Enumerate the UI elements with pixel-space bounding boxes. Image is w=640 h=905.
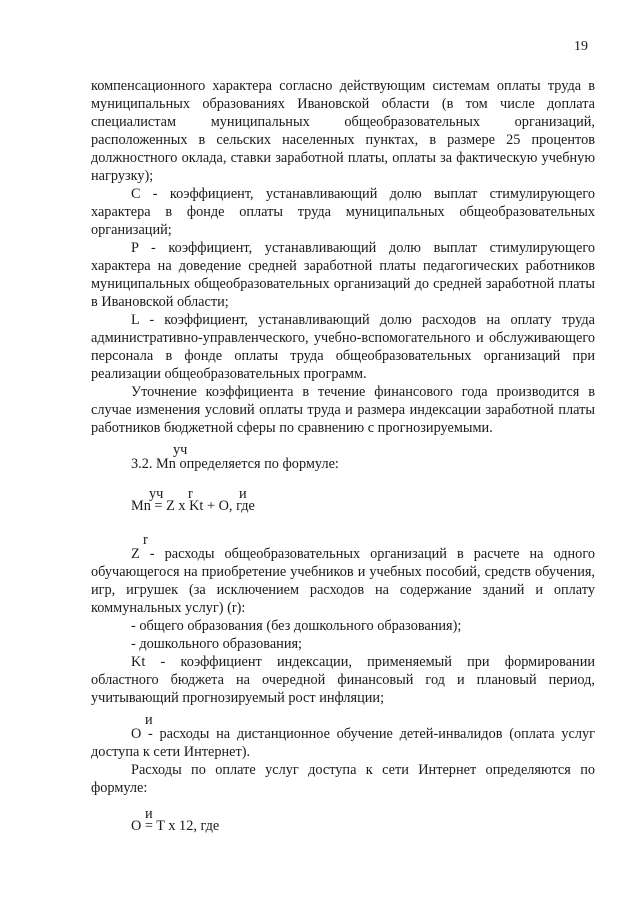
- section-32-heading: [91, 455, 595, 481]
- formula-2-superscript: и: [145, 806, 153, 822]
- z-superscript: r: [143, 532, 148, 548]
- list-item: - дошкольного образования;: [131, 636, 303, 652]
- definition-c: C - коэффициент, устанавливающий долю выплат стимулирующего характера в фонде оплаты труда муниципальных общеобразовательных организаций;: [91, 186, 595, 238]
- definition-p: P - коэффициент, устанавливающий долю выплат стимулирующего характера на доведение средней заработной платы педагогических работников муниципальных общеобразовательных организаций до средней заработной платы в Ивановской области;: [91, 240, 595, 310]
- formula-1: [91, 497, 595, 525]
- formula-1-text: Mn = Z x Kt + O, где: [131, 498, 255, 514]
- section-32-superscript-line: [91, 437, 595, 458]
- formula-1-sup-uch: уч: [149, 486, 164, 502]
- definition-kt: Kt - коэффициент индексации, применяемый при формировании областного бюджета на очередной финансовый год и плановый период, учитывающий прогнозируемый рост инфляции;: [91, 654, 595, 706]
- o-superscript-line: [91, 707, 595, 728]
- list-item: - общего образования (без дошкольного образования);: [131, 618, 462, 634]
- formula-2: [91, 817, 595, 837]
- definition-o: O - расходы на дистанционное обучение детей-инвалидов (оплата услуг доступа к сети Интернет).: [91, 726, 595, 760]
- formula-1-sup-r: r: [188, 486, 193, 502]
- z-superscript-line: [91, 525, 595, 548]
- formula-1-superscripts: [91, 481, 595, 502]
- definition-l: L - коэффициент, устанавливающий долю расходов на оплату труда административно-управленческого, учебно-вспомогательного и обслуживающего персонала в фонде оплаты труда общеобразовательных организаций при реализации общеобразовательных программ.: [91, 312, 595, 382]
- document-body: [91, 77, 595, 837]
- definition-z: Z - расходы общеобразовательных организаций в расчете на одного обучающегося на приобретение учебников и учебных пособий, средств обучения, игр, игрушек (за исключением расходов на содержание зданий и оплату коммунальных услуг) (r):: [91, 546, 595, 616]
- clarification-paragraph: Уточнение коэффициента в течение финансового года производится в случае изменения условий оплаты труда и размера индексации заработной платы работников бюджетной сферы по сравнению с прогнозируемыми.: [91, 384, 595, 436]
- formula-2-superscript-line: [91, 797, 595, 822]
- formula-1-sup-i: и: [239, 486, 247, 502]
- internet-costs-paragraph: Расходы по оплате услуг доступа к сети Интернет определяются по формуле:: [91, 762, 595, 796]
- formula-2-text: O = T x 12, где: [131, 818, 220, 834]
- section-32-text: 3.2. Mn определяется по формуле:: [131, 456, 339, 472]
- continuation-paragraph: компенсационного характера согласно действующим системам оплаты труда в муниципальных образованиях Ивановской области (в том числе доплата специалистам муниципальных общеобразовательных организаций, расположенных в сельских населенных пунктах, в размере 25 процентов должностного оклада, ставки заработной платы, оплаты за фактическую учебную нагрузку);: [91, 78, 595, 184]
- page-number: 19: [574, 39, 588, 54]
- o-superscript: и: [145, 712, 153, 728]
- superscript-uch: уч: [173, 442, 188, 458]
